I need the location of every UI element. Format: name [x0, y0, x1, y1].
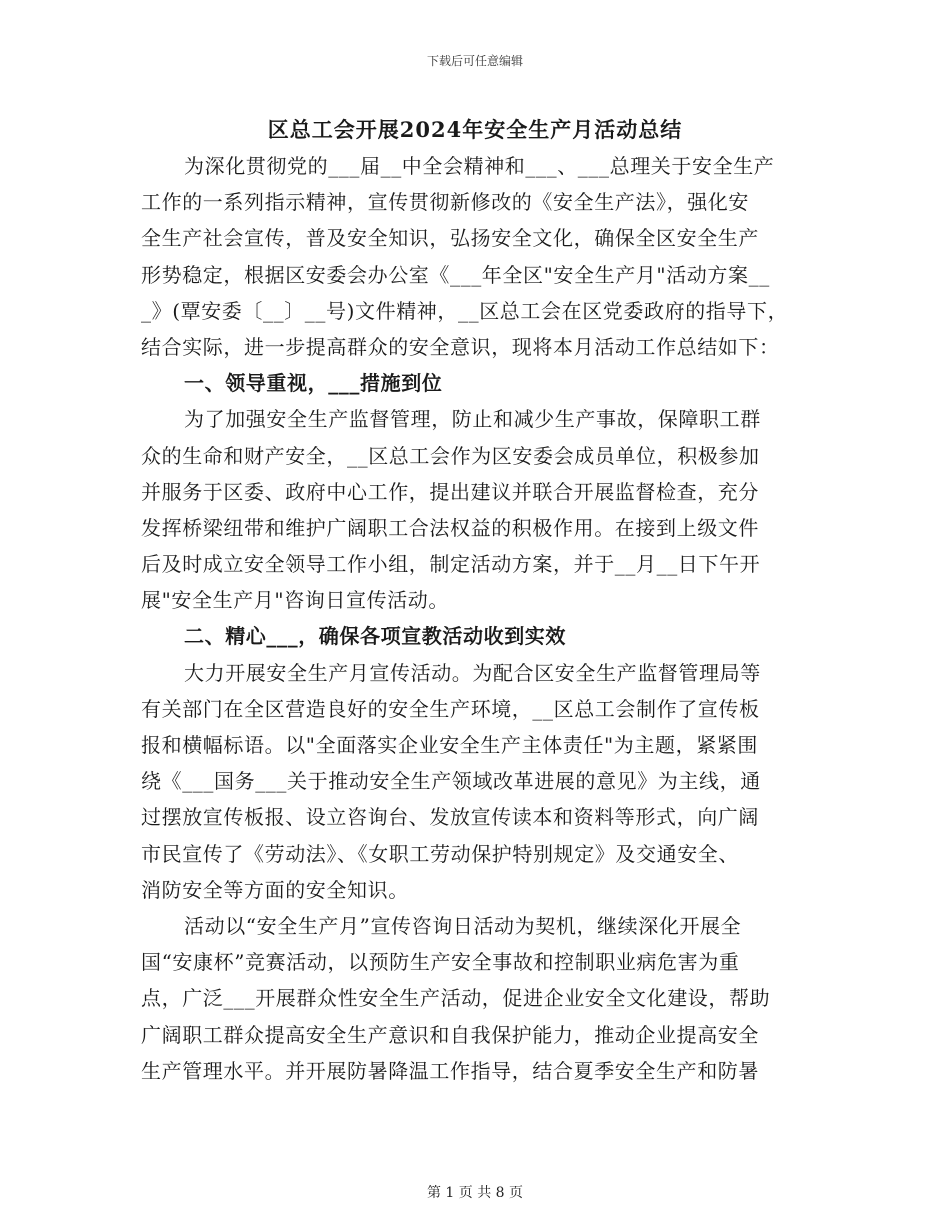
- text-line: 有关部门在全区营造良好的安全生产环境，__区总工会制作了宣传板: [141, 696, 760, 721]
- text-line: 为了加强安全生产监督管理，防止和减少生产事故，保障职工群: [184, 407, 761, 432]
- text-line: 生产管理水平。并开展防暑降温工作指导，结合夏季安全生产和防暑: [141, 1058, 759, 1083]
- document-title: 区总工会开展2024年安全生产月活动总结: [267, 117, 683, 142]
- section-heading: 一、领导重视，___措施到位: [184, 371, 443, 396]
- text-line: 形势稳定，根据区安委会办公室《___年全区"安全生产月"活动方案__: [141, 262, 770, 287]
- header-note: 下载后可任意编辑: [426, 54, 523, 68]
- text-line: 为深化贯彻党的___届__中全会精神和___、___总理关于安全生产: [184, 154, 775, 178]
- text-line: 后及时成立安全领导工作小组，制定活动方案，并于__月__日下午开: [141, 552, 761, 577]
- page-footer: 第 1 页 共 8 页: [426, 1185, 524, 1201]
- text-line: 发挥桥梁纽带和维护广阔职工合法权益的积极作用。在接到上级文件: [141, 515, 759, 540]
- text-line: 消防安全等方面的安全知识。: [141, 877, 409, 902]
- document-body: [141, 148, 811, 1089]
- text-line: 点，广泛___开展群众性安全生产活动，促进企业安全文化建设，帮助: [141, 986, 771, 1011]
- section-heading: 二、精心___，确保各项宣教活动收到实效: [184, 624, 566, 649]
- text-line: _》(覃安委〔__〕__号)文件精神，__区总工会在区党委政府的指导下，: [141, 298, 789, 323]
- text-line: 并服务于区委、政府中心工作，提出建议并联合开展监督检查，充分: [141, 479, 759, 504]
- text-line: 众的生命和财产安全，__区总工会作为区安委会成员单位，积极参加: [141, 443, 760, 468]
- text-line: 市民宣传了《劳动法》、《女职工劳动保护特别规定》及交通安全、: [141, 841, 739, 866]
- text-line: 结合实际，进一步提高群众的安全意识，现将本月活动工作总结如下：: [141, 334, 780, 359]
- text-line: 绕《___国务___关于推动安全生产领域改革进展的意见》为主线，通: [141, 769, 761, 794]
- text-line: 全生产社会宣传，普及安全知识，弘扬安全文化，确保全区安全生产: [141, 226, 759, 251]
- text-line: 工作的一系列指示精神，宣传贯彻新修改的《安全生产法》，强化安: [141, 190, 749, 215]
- text-line: 报和横幅标语。以"全面落实企业安全生产主体责任"为主题，紧紧围: [141, 733, 758, 757]
- text-line: 过摆放宣传板报、设立咨询台、发放宣传读本和资料等形式，向广阔: [141, 805, 759, 830]
- text-line: 国“安康杯”竞赛活动，以预防生产安全事故和控制职业病危害为重: [141, 950, 740, 975]
- text-line: 广阔职工群众提高安全生产意识和自我保护能力，推动企业提高安全: [141, 1022, 759, 1047]
- text-line: 活动以“安全生产月”宣传咨询日活动为契机，继续深化开展全: [184, 913, 742, 938]
- text-line: 展"安全生产月"咨询日宣传活动。: [141, 588, 449, 613]
- text-line: 大力开展安全生产月宣传活动。为配合区安全生产监督管理局等: [184, 660, 761, 685]
